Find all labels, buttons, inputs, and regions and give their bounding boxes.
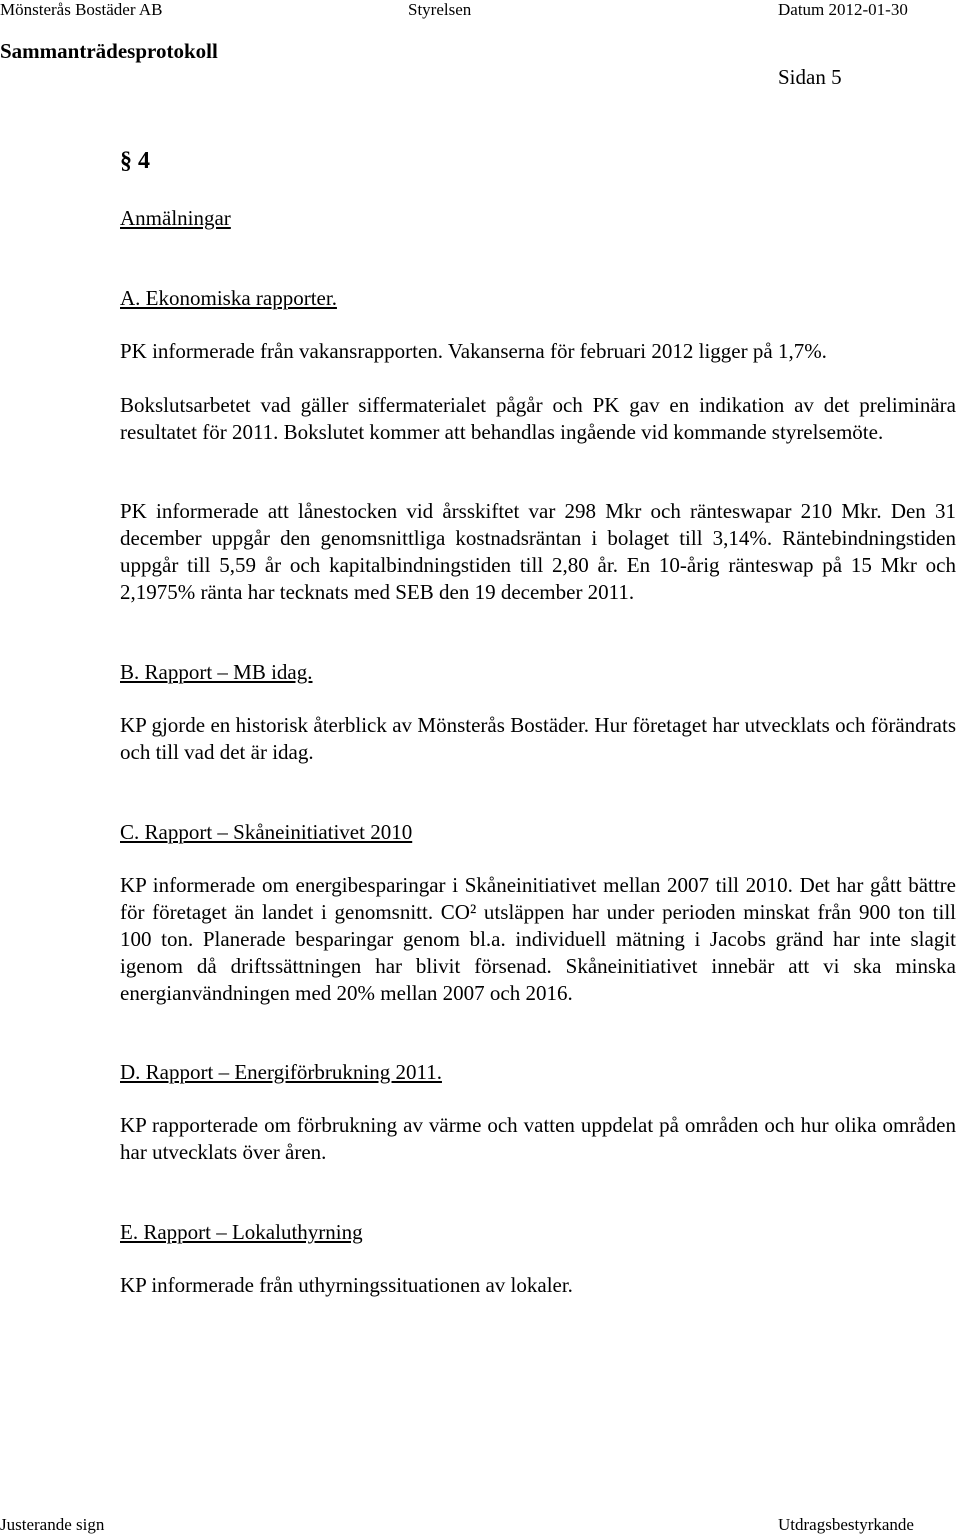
paragraph-energibesparingar: KP informerade om energibesparingar i Skåneinitiativet mellan 2007 till 2010. Det har gått bättre för företaget än landet i genomsnitt. CO² utsläppen har under perioden minskat från 900 ton till 100 ton. Planerade besparingar genom bl.a. individuell mätning i Jacobs gränd har inte slagit igenom då driftssättningen har blivit försenad. Skåneinitiativet innebär att vi ska minska energianvändningen med 20% mellan 2007 och 2016. xyxy=(120,873,956,1005)
footer-justerande-sign: Justerande sign xyxy=(0,1515,105,1534)
paragraph-bokslut: Bokslutsarbetet vad gäller siffermaterialet pågår och PK gav en indikation av det preliminära resultatet för 2011. Bokslutet kommer att behandlas ingående vid kommande styrelsemöte. xyxy=(120,393,956,444)
paragraph-vakansrapport: PK informerade från vakansrapporten. Vakanserna för februari 2012 ligger på 1,7%. xyxy=(120,339,827,363)
heading-a-ekonomiska-rapporter: A. Ekonomiska rapporter. xyxy=(120,286,337,310)
header-date: Datum 2012-01-30 xyxy=(778,0,908,19)
heading-c-skaneinitiativet: C. Rapport – Skåneinitiativet 2010 xyxy=(120,820,413,844)
paragraph-lokaler: KP informerade från uthyrningssituationen av lokaler. xyxy=(120,1273,573,1297)
paragraph-historisk-aterblick: KP gjorde en historisk återblick av Mönsterås Bostäder. Hur företaget har utvecklats och förändrats och till vad det är idag. xyxy=(120,713,956,764)
section-number: § 4 xyxy=(120,148,150,174)
page-number: Sidan 5 xyxy=(778,65,842,89)
heading-b-rapport-mb-idag: B. Rapport – MB idag. xyxy=(120,660,313,684)
heading-e-lokaluthyrning: E. Rapport – Lokaluthyrning xyxy=(120,1220,363,1244)
header-body-name: Styrelsen xyxy=(408,0,472,19)
document-title: Sammanträdesprotokoll xyxy=(0,39,218,63)
heading-d-energiforbrukning: D. Rapport – Energiförbrukning 2011. xyxy=(120,1060,442,1084)
section-title: Anmälningar xyxy=(120,206,231,230)
paragraph-lanestock: PK informerade att lånestocken vid årsskiftet var 298 Mkr och ränteswapar 210 Mkr. Den 31 december uppgår den genomsnittliga kostnadsräntan i bolaget till 3,14%. Räntebindningstiden uppgår till 5,59 år och kapitalbindningstiden till 2,80 år. En 10-årig ränteswap på 15 Mkr och 2,1975% ränta har tecknats med SEB den 19 december 2011. xyxy=(120,499,956,604)
header-company: Mönsterås Bostäder AB xyxy=(0,0,163,19)
paragraph-forbrukning: KP rapporterade om förbrukning av värme och vatten uppdelat på områden och hur olika områden har utvecklats över åren. xyxy=(120,1113,956,1164)
footer-utdragsbestyrkande: Utdragsbestyrkande xyxy=(778,1515,914,1534)
